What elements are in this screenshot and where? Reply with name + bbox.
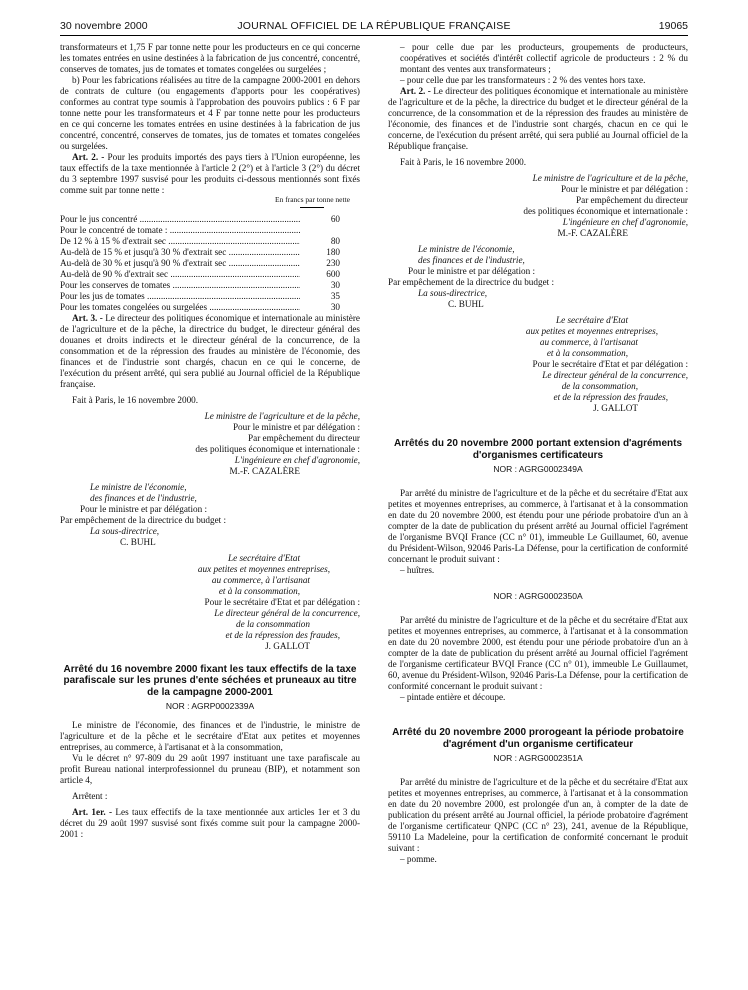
unit-rule <box>300 207 324 208</box>
signatory-name: J. GALLOT <box>593 403 638 413</box>
arretent: Arrêtent : <box>72 791 108 801</box>
signing-place-date: Fait à Paris, le 16 novembre 2000. <box>400 157 527 167</box>
signing-place-date: Fait à Paris, le 16 novembre 2000. <box>72 394 199 405</box>
product-value: 230 <box>326 257 340 268</box>
product-value: 35 <box>330 290 340 301</box>
signature-block-economie <box>388 244 688 310</box>
signatory-line: de la consommation <box>235 618 310 629</box>
product-label: Au-delà de 30 % et jusqu'à 90 % d'extrait sec ..... <box>60 258 300 269</box>
product-value <box>300 225 360 236</box>
signature-block-agriculture <box>60 411 360 477</box>
product-value: 80 <box>330 235 340 246</box>
left-column <box>60 42 360 980</box>
article-text: Le directeur des politiques économique et internationale au ministère de l'agriculture et de la pêche, la directrice du budget, le directeur général des douanes et droits indirects et le directeur général de la concurrence, de la consommation et de la répression des fraudes au ministère de l'économie, des finances et de l'industrie sont chargés, chacun en ce qui le concerne, de l'exécution du présent arrêté, qui sera publié au Journal officiel de la République française. <box>60 312 360 389</box>
article-label: Art. 2. - <box>400 86 431 96</box>
article-1 <box>60 807 360 840</box>
journal-title: JOURNAL OFFICIEL DE LA RÉPUBLIQUE FRANÇAISE <box>237 20 511 32</box>
product-row <box>60 291 360 302</box>
product-row <box>60 236 360 247</box>
product-row <box>60 280 360 291</box>
list-item: – pour celle due par les transformateurs : 2 % des ventes hors taxe. <box>400 75 646 85</box>
signatory-line: Pour le secrétaire d'Etat et par délégation : <box>204 596 360 607</box>
signatory-title: Le ministre de l'économie, <box>90 481 187 492</box>
signatory-line: des politiques économique et internationale : <box>523 206 688 216</box>
list-item: – huîtres. <box>400 565 435 575</box>
decree-title: Arrêté du 20 novembre 2000 prorogeant la période probatoire d'agrément d'un organisme certificateur <box>392 727 684 750</box>
signatory-line: Pour le ministre et par délégation : <box>80 503 208 514</box>
paragraph: Par arrêté du ministre de l'agriculture et de la pêche et du secrétaire d'Etat aux petites et moyennes entreprises, au commerce, à l'artisanat et à la consommation en date du 20 novembre 2000, est étendu pour une période probatoire d'un an à compter de la date de publication du présent arrêté au Journal officiel l'agrément de l'organisme BVQI France (CC n° 01), immeuble Le Guillaumet, 60, avenue du Président-Wilson, 92046 Paris-La Défense, pour la certification de conformité concernant le produit suivant : <box>388 488 688 564</box>
signatory-line: L'ingénieure en chef d'agronomie, <box>234 454 360 465</box>
product-label: Pour les conserves de tomates ..... <box>60 280 300 291</box>
product-row <box>60 225 360 236</box>
header-rule <box>60 35 688 36</box>
signatory-line: et de la répression des fraudes, <box>225 629 340 640</box>
article-text: Pour les produits importés des pays tiers à l'Union européenne, les taux effectifs de la taxe mentionnée à l'article 2 (2°) et à l'article 3 (2°) du décret du 3 septembre 1997 susvisé pour les produits ci-dessous mentionnés sont fixés comme suit par tonne nette : <box>60 152 360 195</box>
article-2 <box>60 152 360 196</box>
product-label: Au-delà de 90 % d'extrait sec ..... <box>60 269 300 280</box>
signatory-title: Le ministre de l'économie, <box>418 244 515 254</box>
signature-block-agriculture <box>388 173 688 239</box>
signatory-line: Pour le ministre et par délégation : <box>408 266 536 276</box>
signatory-line: Par empêchement du directeur <box>576 195 688 205</box>
signature-block-secretariat <box>60 553 360 652</box>
signatory-title: au commerce, à l'artisanat <box>539 337 638 347</box>
product-value: 600 <box>326 268 340 279</box>
product-row <box>60 269 360 280</box>
paragraph: transformateurs et 1,75 F par tonne nette pour les producteurs en ce qui concerne les tomates entrées en usine destinées à la fabrication de jus concentré, concentré, conserves de tomates, jus de tomates et tomates congelées ou surgelées ; <box>60 42 360 74</box>
product-row <box>60 247 360 258</box>
list-item: – pour celle due par les producteurs, groupements de producteurs, coopératives et sociétés d'intérêt collectif agricole de producteurs : 2 % du montant des ventes aux transformateurs ; <box>400 42 688 74</box>
paragraph: Le ministre de l'économie, des finances et de l'industrie, le ministre de l'agriculture et de la pêche et le secrétaire d'Etat aux petites et moyennes entreprises, au commerce, à l'artisanat et à la consommation, <box>60 720 360 752</box>
signature-block-secretariat <box>388 315 688 414</box>
page-header <box>60 20 688 32</box>
decree-title: Arrêtés du 20 novembre 2000 portant extension d'agréments d'organismes certificateurs <box>393 438 683 461</box>
signatory-line: Pour le ministre et par délégation : <box>560 184 688 194</box>
product-label: Au-delà de 15 % et jusqu'à 30 % d'extrait sec ..... <box>60 247 300 258</box>
right-column <box>388 42 688 980</box>
product-label: Pour les jus de tomates ..... <box>60 291 300 302</box>
product-value: 180 <box>326 246 340 257</box>
signatory-line: L'ingénieure en chef d'agronomie, <box>562 217 688 227</box>
signatory-line: des politiques économique et internationale : <box>195 443 360 454</box>
paragraph: Par arrêté du ministre de l'agriculture et de la pêche et du secrétaire d'Etat aux petites et moyennes entreprises, au commerce, à l'artisanat et à la consommation en date du 20 novembre 2000, est étendu pour une période probatoire d'un an à compter de la date de publication du présent arrêté au Journal officiel l'agrément de l'organisme certificateur BVQI France (CC n° 01), immeuble Le Guillaumet, 60, avenue du Président-Wilson, 92046 Paris-La Défense, pour la certification de conformité concernant le produit suivant : <box>388 615 688 691</box>
unit-label: En francs par tonne nette <box>275 195 350 204</box>
article-label: Art. 3. - <box>72 312 103 323</box>
signatory-line: et de la répression des fraudes, <box>553 392 668 402</box>
signatory-line: Pour le ministre et par délégation : <box>232 421 360 432</box>
nor-reference: NOR : AGRP0002339A <box>165 701 255 711</box>
nor-reference: NOR : AGRG0002349A <box>493 464 583 474</box>
paragraph: b) Pour les fabrications réalisées au titre de la campagne 2000-2001 en dehors de contrats de culture (ou engagements d'apports pour les coopératives) conformes au contrat type soumis à l'approbation des pouvoirs publics : 6 F par tonne nette pour les transformateurs et 4 F par tonne nette pour les producteurs en ce qui concerne les tomates entrées en usine destinées à la fabrication de jus concentré, concentré, conserves de tomates, jus de tomates et tomates congelées ou surgelées. <box>60 75 360 151</box>
article-3 <box>60 313 360 390</box>
signatory-title: Le secrétaire d'Etat <box>227 552 300 563</box>
product-rate-list <box>60 214 360 313</box>
signatory-title: et à la consommation, <box>546 348 628 358</box>
product-label: Pour les tomates congelées ou surgelées ..... <box>60 302 300 313</box>
signatory-name: M.-F. CAZALÈRE <box>557 228 628 238</box>
product-label: Pour le jus concentré ..... <box>60 214 300 225</box>
signatory-line: Le directeur général de la concurrence, <box>214 607 360 618</box>
signatory-title: aux petites et moyennes entreprises, <box>525 326 658 336</box>
nor-reference: NOR : AGRG0002351A <box>493 753 583 763</box>
product-row <box>60 302 360 313</box>
signatory-name: C. BUHL <box>448 299 484 309</box>
signatory-title: aux petites et moyennes entreprises, <box>197 563 330 574</box>
signatory-title: Le ministre de l'agriculture et de la pêche, <box>532 173 688 183</box>
product-row <box>60 258 360 269</box>
product-label: Pour le concentré de tomate : ..... <box>60 225 300 236</box>
signatory-title: des finances et de l'industrie, <box>90 492 197 503</box>
product-label: De 12 % à 15 % d'extrait sec ..... <box>60 236 300 247</box>
product-value: 30 <box>330 301 340 312</box>
page-number: 19065 <box>658 20 688 32</box>
product-value: 60 <box>330 213 340 224</box>
signatory-title: Le secrétaire d'Etat <box>555 315 628 325</box>
signatory-line: Par empêchement du directeur <box>248 432 360 443</box>
signatory-title: et à la consommation, <box>218 585 300 596</box>
paragraph: Par arrêté du ministre de l'agriculture et de la pêche et du secrétaire d'Etat aux petites et moyennes entreprises, au commerce, à l'artisanat et à la consommation en date du 20 novembre 2000, est prolongée d'un an, à compter de la date de publication du présent arrêté au Journal officiel, la période probatoire d'agrément de l'organisme certificateur QNPC (CC n° 23), 241, avenue de la République, 59110 La Madeleine, pour la certification de conformité concernant le produit suivant : <box>388 777 688 853</box>
article-text: Le directeur des politiques économique et internationale au ministère de l'agriculture et de la pêche, la directrice du budget et le directeur général de la concurrence, de la consommation et de la répression des fraudes au ministère de l'économie, des finances et de l'industrie sont chargés, chacun en ce qui le concerne, de l'exécution du présent arrêté, qui sera publié au Journal officiel de la République française. <box>388 86 688 151</box>
signature-block-economie <box>60 482 360 548</box>
list-item: – pintade entière et découpe. <box>400 692 506 702</box>
signatory-line: de la consommation, <box>561 381 638 391</box>
signatory-name: J. GALLOT <box>265 640 310 651</box>
signatory-line: Le directeur général de la concurrence, <box>542 370 688 380</box>
list-item: – pomme. <box>400 854 437 864</box>
article-2 <box>388 86 688 152</box>
signatory-line: Pour le secrétaire d'Etat et par délégation : <box>532 359 688 369</box>
product-value: 30 <box>330 279 340 290</box>
signatory-line: La sous-directrice, <box>90 525 160 536</box>
signatory-title: Le ministre de l'agriculture et de la pêche, <box>204 410 360 421</box>
article-text: Les taux effectifs de la taxe mentionnée aux articles 1er et 3 du décret du 29 août 1997 susvisé sont fixés comme suit pour la campagne 2000-2001 : <box>60 807 360 839</box>
nor-reference: NOR : AGRG0002350A <box>493 591 583 601</box>
signatory-name: M.-F. CAZALÈRE <box>229 465 300 476</box>
article-label: Art. 2. - <box>72 152 105 162</box>
decree-title: Arrêté du 16 novembre 2000 fixant les taux effectifs de la taxe parafiscale sur les prunes d'ente séchées et pruneaux au titre de la campagne 2000-2001 <box>63 663 357 698</box>
signatory-line: La sous-directrice, <box>418 288 488 298</box>
product-row <box>60 214 360 225</box>
issue-date: 30 novembre 2000 <box>60 20 148 32</box>
paragraph: Vu le décret n° 97-809 du 29 août 1997 instituant une taxe parafiscale au profit Bureau national interprofessionnel du pruneau (BIP), et notamment son article 4, <box>60 753 360 785</box>
signatory-title: des finances et de l'industrie, <box>418 255 525 265</box>
article-label: Art. 1er. - <box>72 807 113 817</box>
signatory-line: Par empêchement de la directrice du budget : <box>388 277 555 287</box>
signatory-line: Par empêchement de la directrice du budget : <box>60 514 227 525</box>
signatory-name: C. BUHL <box>120 536 156 547</box>
signatory-title: au commerce, à l'artisanat <box>211 574 310 585</box>
